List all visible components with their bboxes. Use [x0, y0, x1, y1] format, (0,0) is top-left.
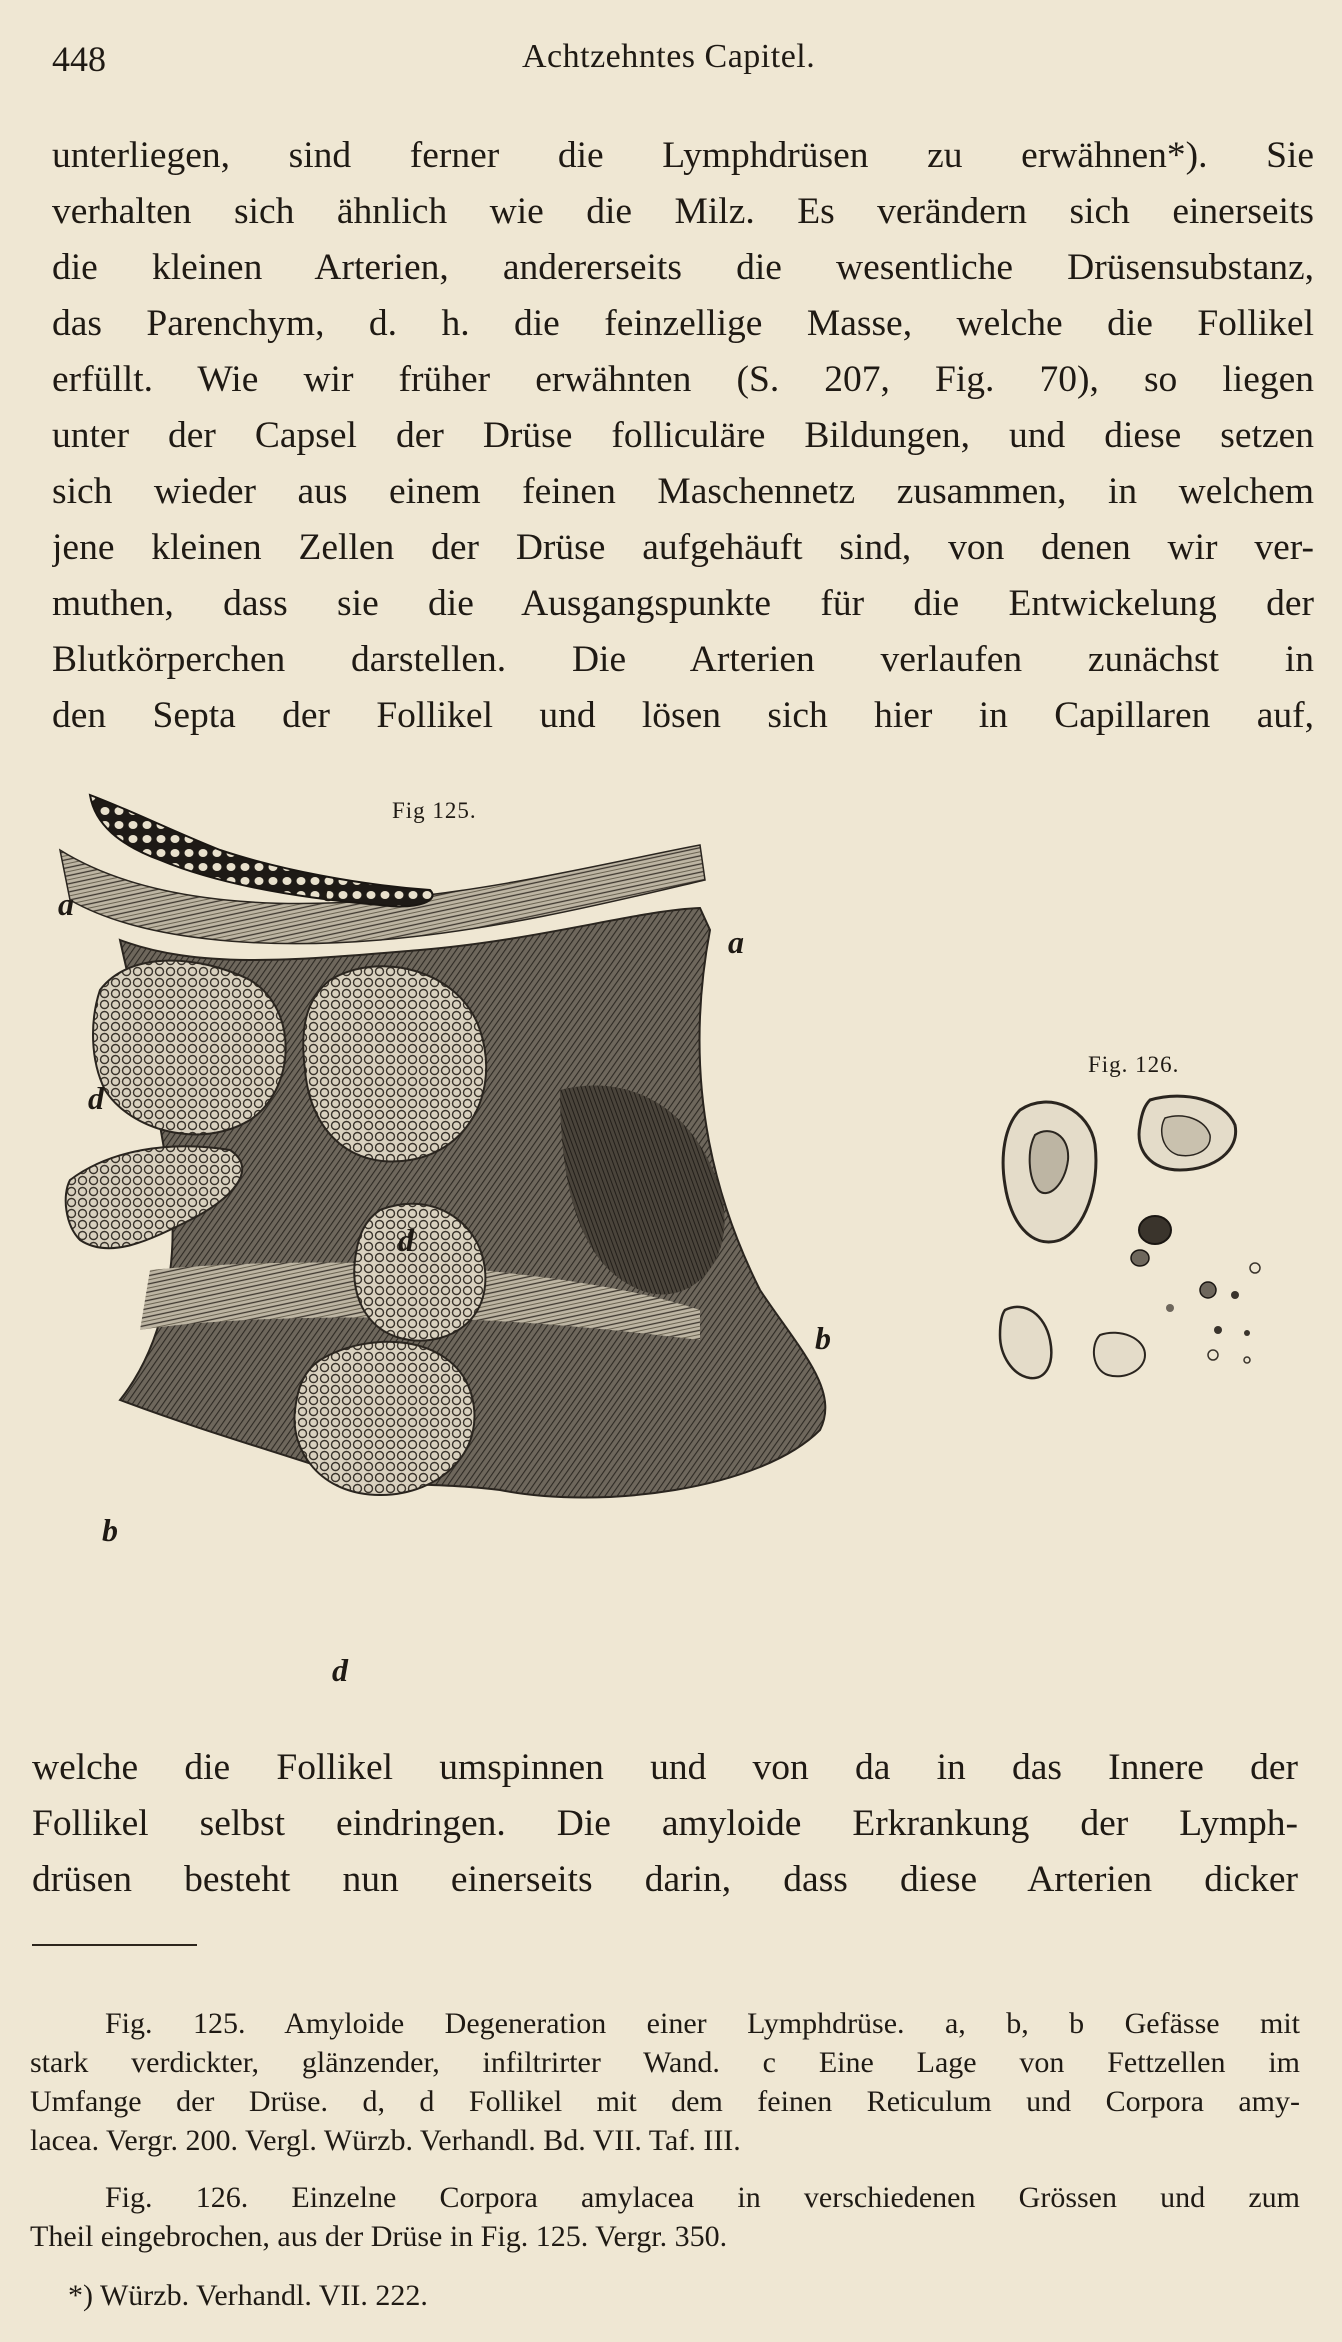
body-text-top	[52, 128, 1314, 744]
figure-125-engraving	[0, 790, 1342, 1690]
figure-letter: b	[102, 1512, 118, 1548]
figure-letter: d	[88, 1080, 104, 1116]
figure-125-caption	[30, 2004, 1300, 2160]
text-line: welche die Follikel umspinnen und von da in das Innere der	[32, 1747, 1298, 1788]
figure-126-caption	[30, 2178, 1300, 2256]
figure-letter: a	[58, 886, 74, 922]
figure-letter: c	[322, 872, 337, 908]
running-title: Achtzehntes Capitel.	[522, 38, 816, 75]
figure-letter: a	[728, 924, 744, 960]
figure-126-label: Fig. 126.	[1088, 1052, 1180, 1077]
body-text-bottom	[32, 1740, 1298, 1908]
text-line: den Septa der Follikel und lösen sich hier in Capillaren auf,	[52, 695, 1314, 736]
text-line: muthen, dass sie die Ausgangspunkte für die Entwickelung der	[52, 583, 1314, 624]
caption-line: Fig. 126. Einzelne Corpora amylacea in verschiedenen Grössen und zum	[105, 2181, 1300, 2214]
figure-letter: d	[398, 1222, 414, 1258]
figure-letter: d	[332, 1652, 348, 1688]
footnote-divider	[32, 1944, 197, 1946]
caption-line: Umfange der Drüse. d, d Follikel mit dem feinen Reticulum und Corpora amy-	[30, 2085, 1300, 2118]
text-line: verhalten sich ähnlich wie die Milz. Es verändern sich einerseits	[52, 191, 1314, 232]
figure-letter: b	[815, 1320, 831, 1356]
text-line: die kleinen Arterien, andererseits die wesentliche Drüsensubstanz,	[52, 247, 1314, 288]
text-line: erfüllt. Wie wir früher erwähnten (S. 207, Fig. 70), so liegen	[52, 359, 1314, 400]
text-line: Blutkörperchen darstellen. Die Arterien verlaufen zunächst in	[52, 639, 1314, 680]
figures-area	[0, 790, 1342, 1690]
page-header	[52, 38, 1302, 88]
text-line: drüsen besteht nun einerseits darin, dass diese Arterien dicker	[32, 1859, 1298, 1900]
text-line: sich wieder aus einem feinen Maschennetz zusammen, in welchem	[52, 471, 1314, 512]
text-line: Follikel selbst eindringen. Die amyloide Erkrankung der Lymph-	[32, 1803, 1298, 1844]
figure-125-label: Fig 125.	[392, 798, 477, 823]
caption-line: lacea. Vergr. 200. Vergl. Würzb. Verhandl. Bd. VII. Taf. III.	[30, 2124, 741, 2157]
figure-captions	[30, 2004, 1300, 2315]
caption-line: stark verdickter, glänzender, infiltrirter Wand. c Eine Lage von Fettzellen im	[30, 2046, 1300, 2079]
text-line: das Parenchym, d. h. die feinzellige Masse, welche die Follikel	[52, 303, 1314, 344]
text-line: jene kleinen Zellen der Drüse aufgehäuft sind, von denen wir ver-	[52, 527, 1314, 568]
footnote: *) Würzb. Verhandl. VII. 222.	[68, 2279, 428, 2312]
text-line: unter der Capsel der Drüse folliculäre Bildungen, und diese setzen	[52, 415, 1314, 456]
caption-line: Fig. 125. Amyloide Degeneration einer Lymphdrüse. a, b, b Gefässe mit	[105, 2007, 1300, 2040]
caption-line: Theil eingebrochen, aus der Drüse in Fig. 125. Vergr. 350.	[30, 2220, 728, 2253]
page-number: 448	[52, 39, 106, 79]
text-line: unterliegen, sind ferner die Lymphdrüsen zu erwähnen*). Sie	[52, 135, 1314, 176]
